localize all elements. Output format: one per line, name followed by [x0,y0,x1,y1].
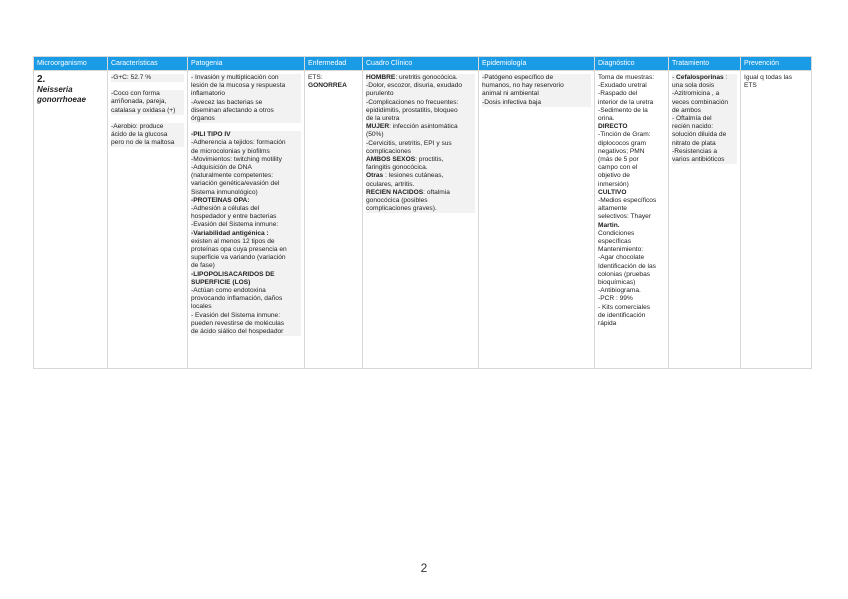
patogenia-line: diseminan afectando a otros [191,107,301,115]
page-number: 2 [420,561,428,575]
cell-microorganismo [34,71,108,369]
patogenia-line: -Adherencia a tejidos: formación [191,139,301,147]
diagnostico-line: diplococos gram [598,139,647,147]
header-microorganismo: Microorganismo [34,57,108,71]
patogenia-line: Sistema inmunológico) [191,189,301,197]
tratamiento-line: una sola dosis [672,82,737,90]
text-segment: : oftalmia [423,188,450,196]
prevencion-line: ETS [744,82,757,90]
patogenia-line: -Variabilidad antigénica : [191,230,301,238]
patogenia-line: locales [191,303,301,311]
cuadro-clinico-line [366,123,475,131]
patogenia-line: -Evasión del Sistema inmune: [191,221,301,229]
diagnostico-line: selectivos: Thayer [598,213,652,221]
diagnostico-line: colonias (pruebas [598,270,651,278]
organism-species: gonorrhoeae [37,95,86,104]
patogenia-line: provocando inflamación, daños [191,295,301,303]
patogenia-line: inflamatorio [191,90,301,98]
patogenia-line: -Adquisición de DNA [191,164,301,172]
diagnostico-line: -Sedimento de la [598,106,648,114]
patogenia-line: -Actúan como endotoxina [191,287,301,295]
diagnostico-line: DIRECTO [598,123,628,131]
cuadro-clinico-line: (50%) [366,131,475,139]
table-row [34,71,812,369]
cuadro-clinico-line: epididimitis, prostatitis, bloqueo [366,107,475,115]
patogenia-line: lesión de la mucosa y respuesta [191,82,301,90]
patogenia-line: SUPERFICIE (LOS) [191,279,301,287]
prevencion-line: Igual q todas las [744,74,793,81]
diagnostico-line: de identificación [598,311,646,319]
patogenia-line: -LIPOPOLISACARIDOS DE [191,271,301,279]
cuadro-clinico-line: oculares, artritis. [366,181,475,189]
cuadro-clinico-line: purulento [366,90,475,98]
text-segment: : [723,74,728,81]
cuadro-clinico-line [366,156,475,164]
header-epidemiologia: Epidemiología [479,57,595,71]
diagnostico-line: Mantenimiento: [598,246,644,254]
diagnostico-line: -Tinción de Gram: [598,131,651,139]
diagnostico-line: -Medios específicos [598,197,657,205]
diagnostico-line: interior de la uretra [598,98,654,106]
line-gap [111,115,184,123]
diagnostico-line: orina. [598,115,615,123]
patogenia-line: -PROTEÍNAS OPA: [191,197,301,205]
patogenia-line: -PILI TIPO IV [191,131,301,139]
cell-patogenia [188,71,305,369]
header-tratamiento: Tratamiento [669,57,741,71]
patogenia-line: - Evasión del Sistema inmune: [191,312,301,320]
patogenia-line: existen al menos 12 tipos de [191,238,301,246]
caracteristicas-line: -Aerobio: produce [111,123,184,131]
cuadro-clinico-line [366,74,475,82]
patogenia-line: de ácido siálico del hospedador [191,328,301,336]
patogenia-line: superficie va variando (variación [191,254,301,262]
cuadro-clinico-line: de la uretra [366,115,475,123]
caracteristicas-line: arriñonada, pareja, [111,98,184,106]
diagnostico-line: -Raspado del [598,90,638,98]
caracteristicas-line: catalasa y oxidasa (+) [111,107,184,115]
header-patogenia: Patogenia [188,57,305,71]
cell-caracteristicas [108,71,188,369]
cuadro-clinico-line: -Dolor, escozor, disuria, exudado [366,82,475,90]
patogenia-line: pueden revestirse de moléculas [191,320,301,328]
cuadro-clinico-line: faringitis gonocócica. [366,164,475,172]
tratamiento-line: solución diluida de [672,131,737,139]
cuadro-clinico-line [366,172,475,180]
cuadro-clinico-line [366,189,475,197]
diagnostico-line: (más de 5 por [598,156,639,164]
epidemiologia-line: -Dosis infectiva baja [482,99,591,107]
header-enfermedad: Enfermedad [305,57,363,71]
cuadro-clinico-line: -Cervicitis, uretritis, EPI y sus [366,140,475,148]
cell-enfermedad [305,71,363,369]
microorganism-table [33,56,812,369]
text-segment: : lesiones cutáneas, [383,172,444,180]
text-segment: HOMBRE [366,74,396,81]
diagnostico-line: Condiciones [598,229,635,237]
tratamiento-line: - Oftalmía del [672,115,737,123]
header-prevencion: Prevención [741,57,812,71]
epidemiologia-line: animal ni ambiental [482,90,591,98]
cell-diagnostico [595,71,669,369]
cuadro-clinico-line: -Complicaciones no frecuentes: [366,99,475,107]
patogenia-line: órganos [191,115,301,123]
diagnostico-line: inmersión) [598,180,629,188]
tratamiento-line: varios antibióticos [672,156,737,164]
epidemiologia-line: humanos, no hay reservorio [482,82,591,90]
enfermedad-line: ETS: [308,74,323,81]
diagnostico-line: objetivo de [598,172,630,180]
diagnostico-line: -Antibiograma. [598,287,641,295]
organism-genus: Neisseria [37,85,73,94]
diagnostico-line: Identificación de las [598,262,656,270]
patogenia-line: proteínas opa cuya presencia en [191,246,301,254]
text-segment: AMBOS SEXOS [366,156,416,164]
cell-tratamiento [669,71,741,369]
patogenia-line: de fase) [191,262,301,270]
diagnostico-line: específicas [598,238,631,246]
caracteristicas-line: ácido de la glucosa [111,131,184,139]
header-row [34,57,812,71]
text-segment: Otras [366,172,384,180]
tratamiento-line: -Resistencias a [672,148,737,156]
enfermedad-line: GONORREA [308,82,347,90]
tratamiento-line: recién nacido: [672,123,737,131]
tratamiento-line: -Azitromicina , a [672,90,737,98]
cell-cuadro-clinico [363,71,479,369]
tratamiento-line: de ambos [672,107,737,115]
diagnostico-line: CULTIVO [598,188,627,196]
patogenia-line: variación genética/evasión del [191,180,301,188]
diagnostico-line: negativos; PMN [598,147,645,155]
text-segment: Cefalosporinas [676,74,724,81]
cuadro-clinico-line: complicaciones [366,148,475,156]
header-diagnostico: Diagnóstico [595,57,669,71]
patogenia-line: -Avecez las bacterias se [191,99,301,107]
diagnostico-line: rápida [598,320,617,328]
diagnostico-line: -Exudado uretral [598,82,647,90]
caracteristicas-line: pero no de la maltosa [111,139,184,147]
diagnostico-line: bioquímicas) [598,279,636,287]
diagnostico-line: -Agar chocolate [598,254,645,262]
patogenia-line: (naturalmente competentes: [191,172,301,180]
tratamiento-line [672,74,737,82]
caracteristicas-line: -Coco con forma [111,90,184,98]
line-gap [191,123,301,131]
cell-epidemiologia [479,71,595,369]
diagnostico-line: altamente [598,205,627,213]
cell-prevencion [741,71,812,369]
caracteristicas-line: -G+C: 52.7 % [111,74,184,82]
diagnostico-line: Toma de muestras: [598,74,655,81]
text-segment: RECIÉN NACIDOS [366,188,424,196]
diagnostico-line: - Kits comerciales [598,303,651,311]
text-segment: : proctitis, [415,156,444,164]
patogenia-line: hospedador y entre bacterias [191,213,301,221]
diagnostico-line: Martin. [598,221,620,229]
text-segment: : uretritis gonocócica. [395,74,458,81]
text-segment: MUJER [366,123,390,131]
patogenia-line: - Invasión y multiplicación con [191,74,301,82]
text-segment: : infección asintomática [389,123,458,131]
tratamiento-line: nitrato de plata [672,140,737,148]
line-gap [111,82,184,90]
cuadro-clinico-line: complicaciones graves). [366,205,475,213]
cuadro-clinico-line: gonocócica (posibles [366,197,475,205]
patogenia-line: -Movimientos: twitching motility [191,156,301,164]
tratamiento-line: veces combinación [672,99,737,107]
patogenia-line: -Adhesión a células del [191,205,301,213]
epidemiologia-line: -Patógeno específico de [482,74,591,82]
patogenia-line: de microcolonias y biofilms [191,148,301,156]
diagnostico-line: -PCR : 99% [598,295,633,303]
header-cuadro-clinico: Cuadro Clínico [363,57,479,71]
header-caracteristicas: Características [108,57,188,71]
text-segment: - [672,74,677,81]
organism-number: 2. [37,74,46,85]
diagnostico-line: campo con el [598,164,638,172]
